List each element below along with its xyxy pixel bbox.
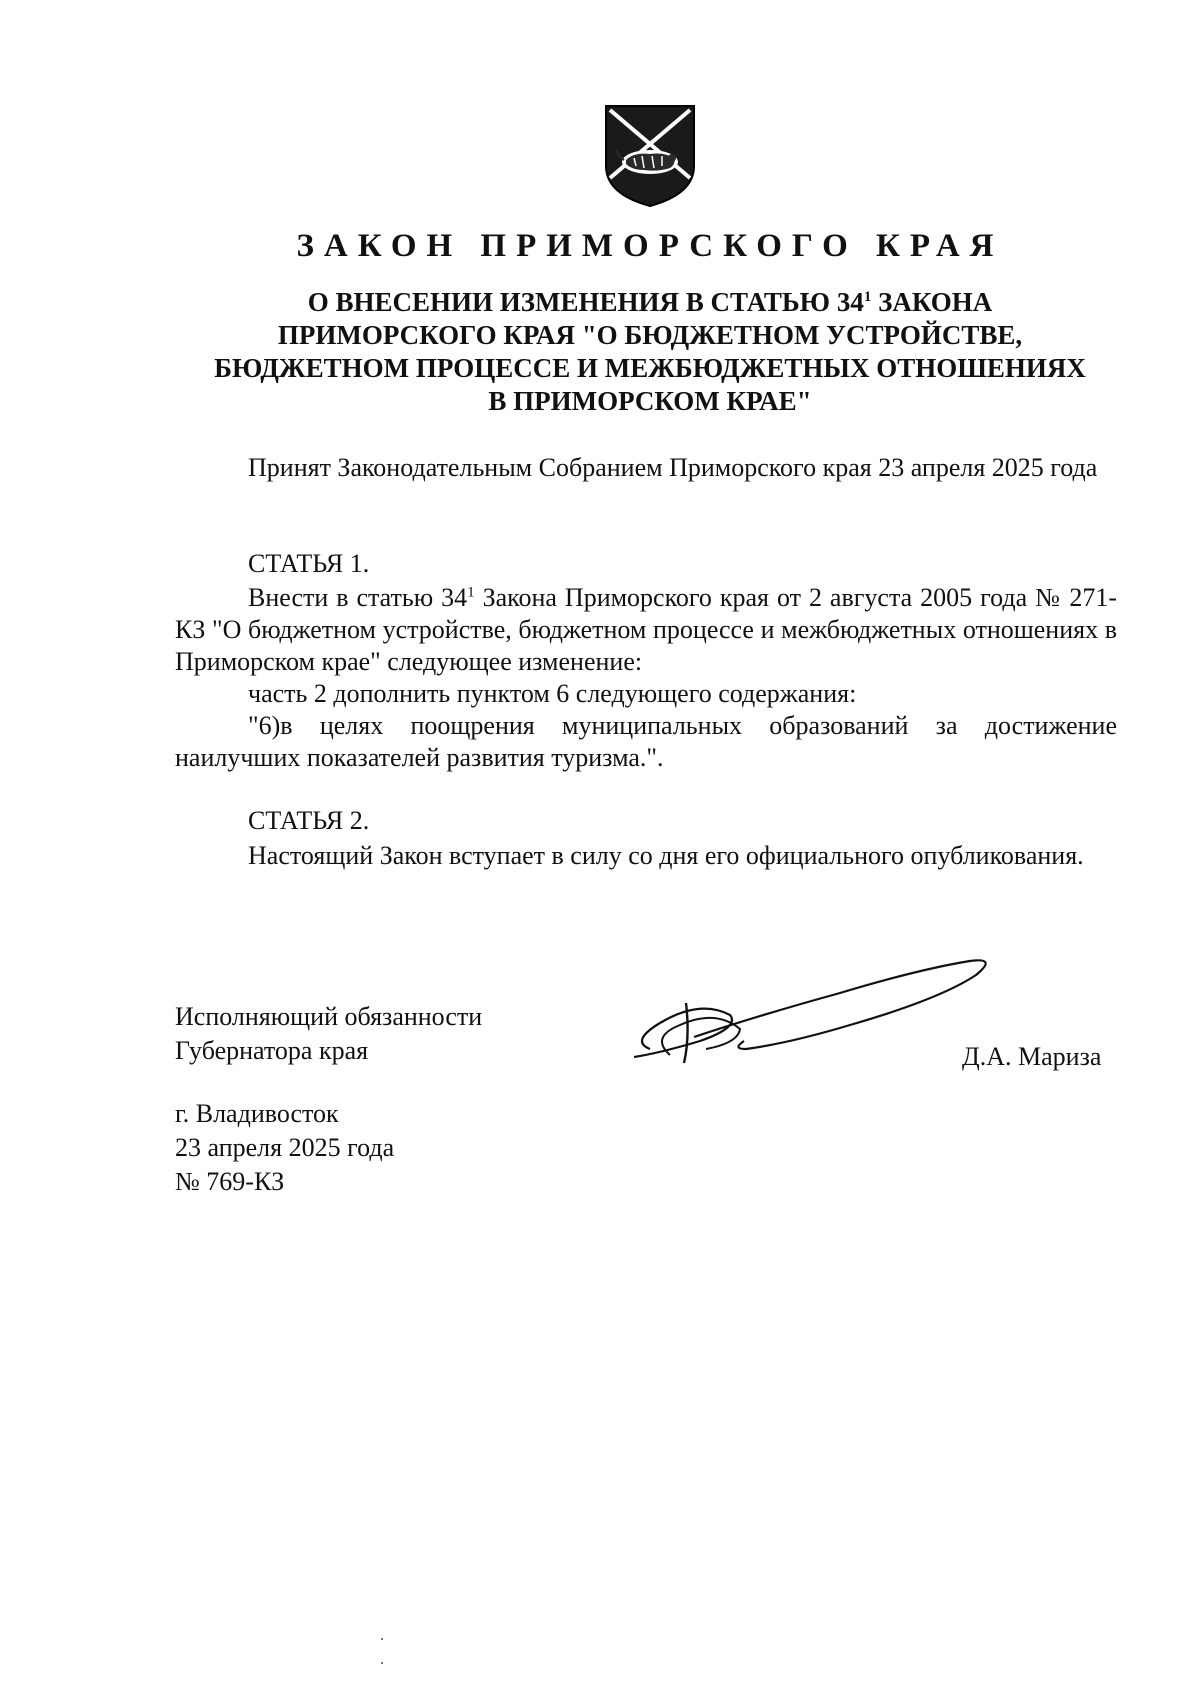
document-footer	[175, 1097, 394, 1199]
document-date: 23 апреля 2025 года	[175, 1133, 395, 1162]
article-2-paragraph-1: Настоящий Закон вступает в силу со дня его официального опубликования.	[248, 841, 1084, 870]
handwritten-signature-icon	[620, 945, 990, 1085]
article-1-heading: СТАТЬЯ 1.	[248, 549, 370, 578]
article-1-body	[175, 582, 1117, 774]
subject-line-4: В ПРИМОРСКОМ КРАЕ"	[488, 386, 812, 416]
document-city: г. Владивосток	[175, 1099, 339, 1128]
article-2-heading: СТАТЬЯ 2.	[248, 806, 370, 835]
subject-line-3: БЮДЖЕТНОМ ПРОЦЕССЕ И МЕЖБЮДЖЕТНЫХ ОТНОШЕНИЯХ	[214, 353, 1086, 383]
document-number: № 769-КЗ	[175, 1167, 285, 1196]
article-2-body	[175, 840, 1117, 872]
subject-line-1-tail: ЗАКОНА	[871, 287, 993, 317]
subject-line-1-text: О ВНЕСЕНИИ ИЗМЕНЕНИЯ В СТАТЬЮ 34	[307, 287, 864, 317]
article-1-p1-tail: Закона Приморского края от 2 августа 2005 года № 271-КЗ "О бюджетном устройстве, бюджетном процессе и межбюджетных отношениях в Приморском крае" следующее изменение:	[175, 583, 1117, 676]
law-title: ЗАКОН ПРИМОРСКОГО КРАЯ	[296, 228, 1004, 264]
subject-line-1	[150, 286, 1150, 319]
article-1-superscript: 1	[467, 584, 475, 601]
subject-line-2: ПРИМОРСКОГО КРАЯ "О БЮДЖЕТНОМ УСТРОЙСТВЕ,	[277, 320, 1023, 350]
coat-of-arms-icon	[604, 104, 696, 208]
article-1-paragraph-2: часть 2 дополнить пунктом 6 следующего содержания:	[248, 679, 857, 708]
scan-speck	[381, 1662, 383, 1664]
signatory-position	[175, 1000, 482, 1068]
scan-speck	[381, 1638, 383, 1640]
adoption-block	[175, 452, 1117, 484]
article-1-paragraph-3: "6)в целях поощрения муниципальных образований за достижение наилучших показателей развития туризма.".	[175, 711, 1117, 772]
article-1-p1-text: Внести в статью 34	[248, 583, 468, 612]
law-subject	[150, 286, 1150, 418]
signatory-position-line-2: Губернатора края	[175, 1036, 369, 1065]
signatory-name: Д.А. Мариза	[962, 1042, 1102, 1071]
adoption-text: Принят Законодательным Собранием Приморского края 23 апреля 2025 года	[248, 453, 1098, 482]
subject-superscript: 1	[863, 289, 872, 305]
signatory-position-line-1: Исполняющий обязанности	[175, 1002, 483, 1031]
article-1-paragraph-1	[175, 582, 1117, 678]
